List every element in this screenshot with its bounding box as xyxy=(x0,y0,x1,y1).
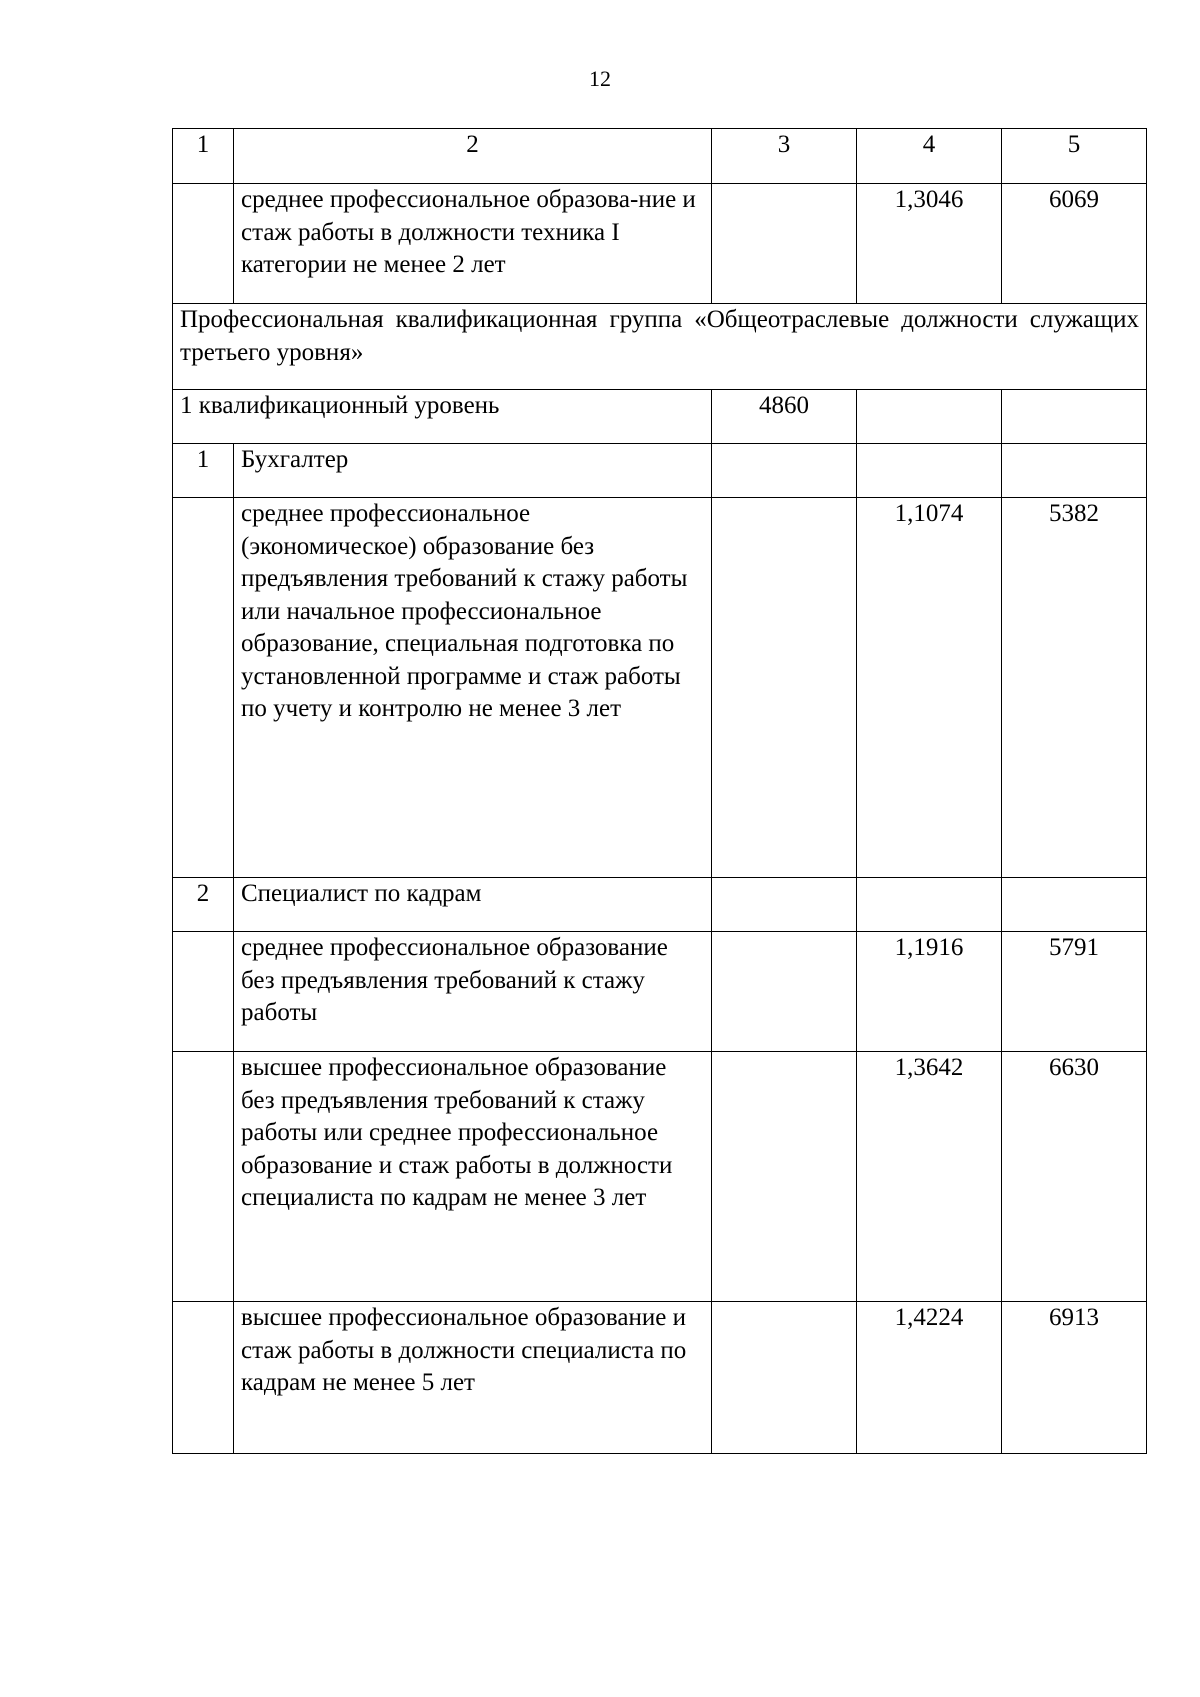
header-cell-3: 3 xyxy=(712,129,857,184)
header-cell-4: 4 xyxy=(857,129,1002,184)
base-salary-cell xyxy=(712,498,857,878)
requirement-text: высшее профессиональное образование без предъявления требований к стажу работы или среднее профессиональное образование и стаж работы в должности специалиста по кадрам не менее 3 лет xyxy=(234,1052,712,1302)
coefficient-cell xyxy=(857,390,1002,444)
coefficient-cell: 1,3642 xyxy=(857,1052,1002,1302)
amount-cell: 5382 xyxy=(1002,498,1147,878)
table-row xyxy=(173,1052,1147,1302)
position-title: Специалист по кадрам xyxy=(234,878,712,932)
coefficient-cell xyxy=(857,444,1002,498)
qualification-group-title: Профессиональная квалификационная группа «Общеотраслевые должности служащих третьего уровня» xyxy=(173,304,1147,390)
header-cell-1: 1 xyxy=(173,129,234,184)
row-number-cell xyxy=(173,1302,234,1454)
row-number-cell xyxy=(173,184,234,304)
row-number-cell: 2 xyxy=(173,878,234,932)
table-row xyxy=(173,932,1147,1052)
row-number-cell xyxy=(173,1052,234,1302)
requirement-text: среднее профессиональное (экономическое) образование без предъявления требований к стажу работы или начальное профессиональное образование, специальная подготовка по установленной программе и стаж работы по учету и контролю не менее 3 лет xyxy=(234,498,712,878)
amount-cell xyxy=(1002,878,1147,932)
base-salary-cell xyxy=(712,878,857,932)
base-salary-cell xyxy=(712,184,857,304)
header-cell-5: 5 xyxy=(1002,129,1147,184)
row-number-cell xyxy=(173,932,234,1052)
base-salary-cell xyxy=(712,444,857,498)
amount-cell xyxy=(1002,390,1147,444)
row-number-cell: 1 xyxy=(173,444,234,498)
table-row xyxy=(173,184,1147,304)
amount-cell: 5791 xyxy=(1002,932,1147,1052)
coefficient-cell: 1,3046 xyxy=(857,184,1002,304)
table-row-level xyxy=(173,390,1147,444)
row-number-cell xyxy=(173,498,234,878)
header-row xyxy=(173,129,1147,184)
table-row-group-heading xyxy=(173,304,1147,390)
table-row xyxy=(173,1302,1147,1454)
requirement-text: среднее профессиональное образование без предъявления требований к стажу работы xyxy=(234,932,712,1052)
qualification-level-label: 1 квалификационный уровень xyxy=(173,390,712,444)
amount-cell: 6069 xyxy=(1002,184,1147,304)
base-salary-cell: 4860 xyxy=(712,390,857,444)
amount-cell: 6630 xyxy=(1002,1052,1147,1302)
position-title: Бухгалтер xyxy=(234,444,712,498)
coefficient-cell: 1,1074 xyxy=(857,498,1002,878)
base-salary-cell xyxy=(712,1052,857,1302)
coefficient-cell: 1,1916 xyxy=(857,932,1002,1052)
amount-cell: 6913 xyxy=(1002,1302,1147,1454)
header-cell-2: 2 xyxy=(234,129,712,184)
table-row xyxy=(173,498,1147,878)
base-salary-cell xyxy=(712,1302,857,1454)
amount-cell xyxy=(1002,444,1147,498)
qualification-table xyxy=(172,128,1147,1454)
base-salary-cell xyxy=(712,932,857,1052)
coefficient-cell: 1,4224 xyxy=(857,1302,1002,1454)
table-row-position xyxy=(173,444,1147,498)
coefficient-cell xyxy=(857,878,1002,932)
table-row-position xyxy=(173,878,1147,932)
page-number: 12 xyxy=(589,66,611,91)
requirement-text: высшее профессиональное образование и стаж работы в должности специалиста по кадрам не менее 5 лет xyxy=(234,1302,712,1454)
requirement-text: среднее профессиональное образова-ние и стаж работы в должности техника I категории не менее 2 лет xyxy=(234,184,712,304)
